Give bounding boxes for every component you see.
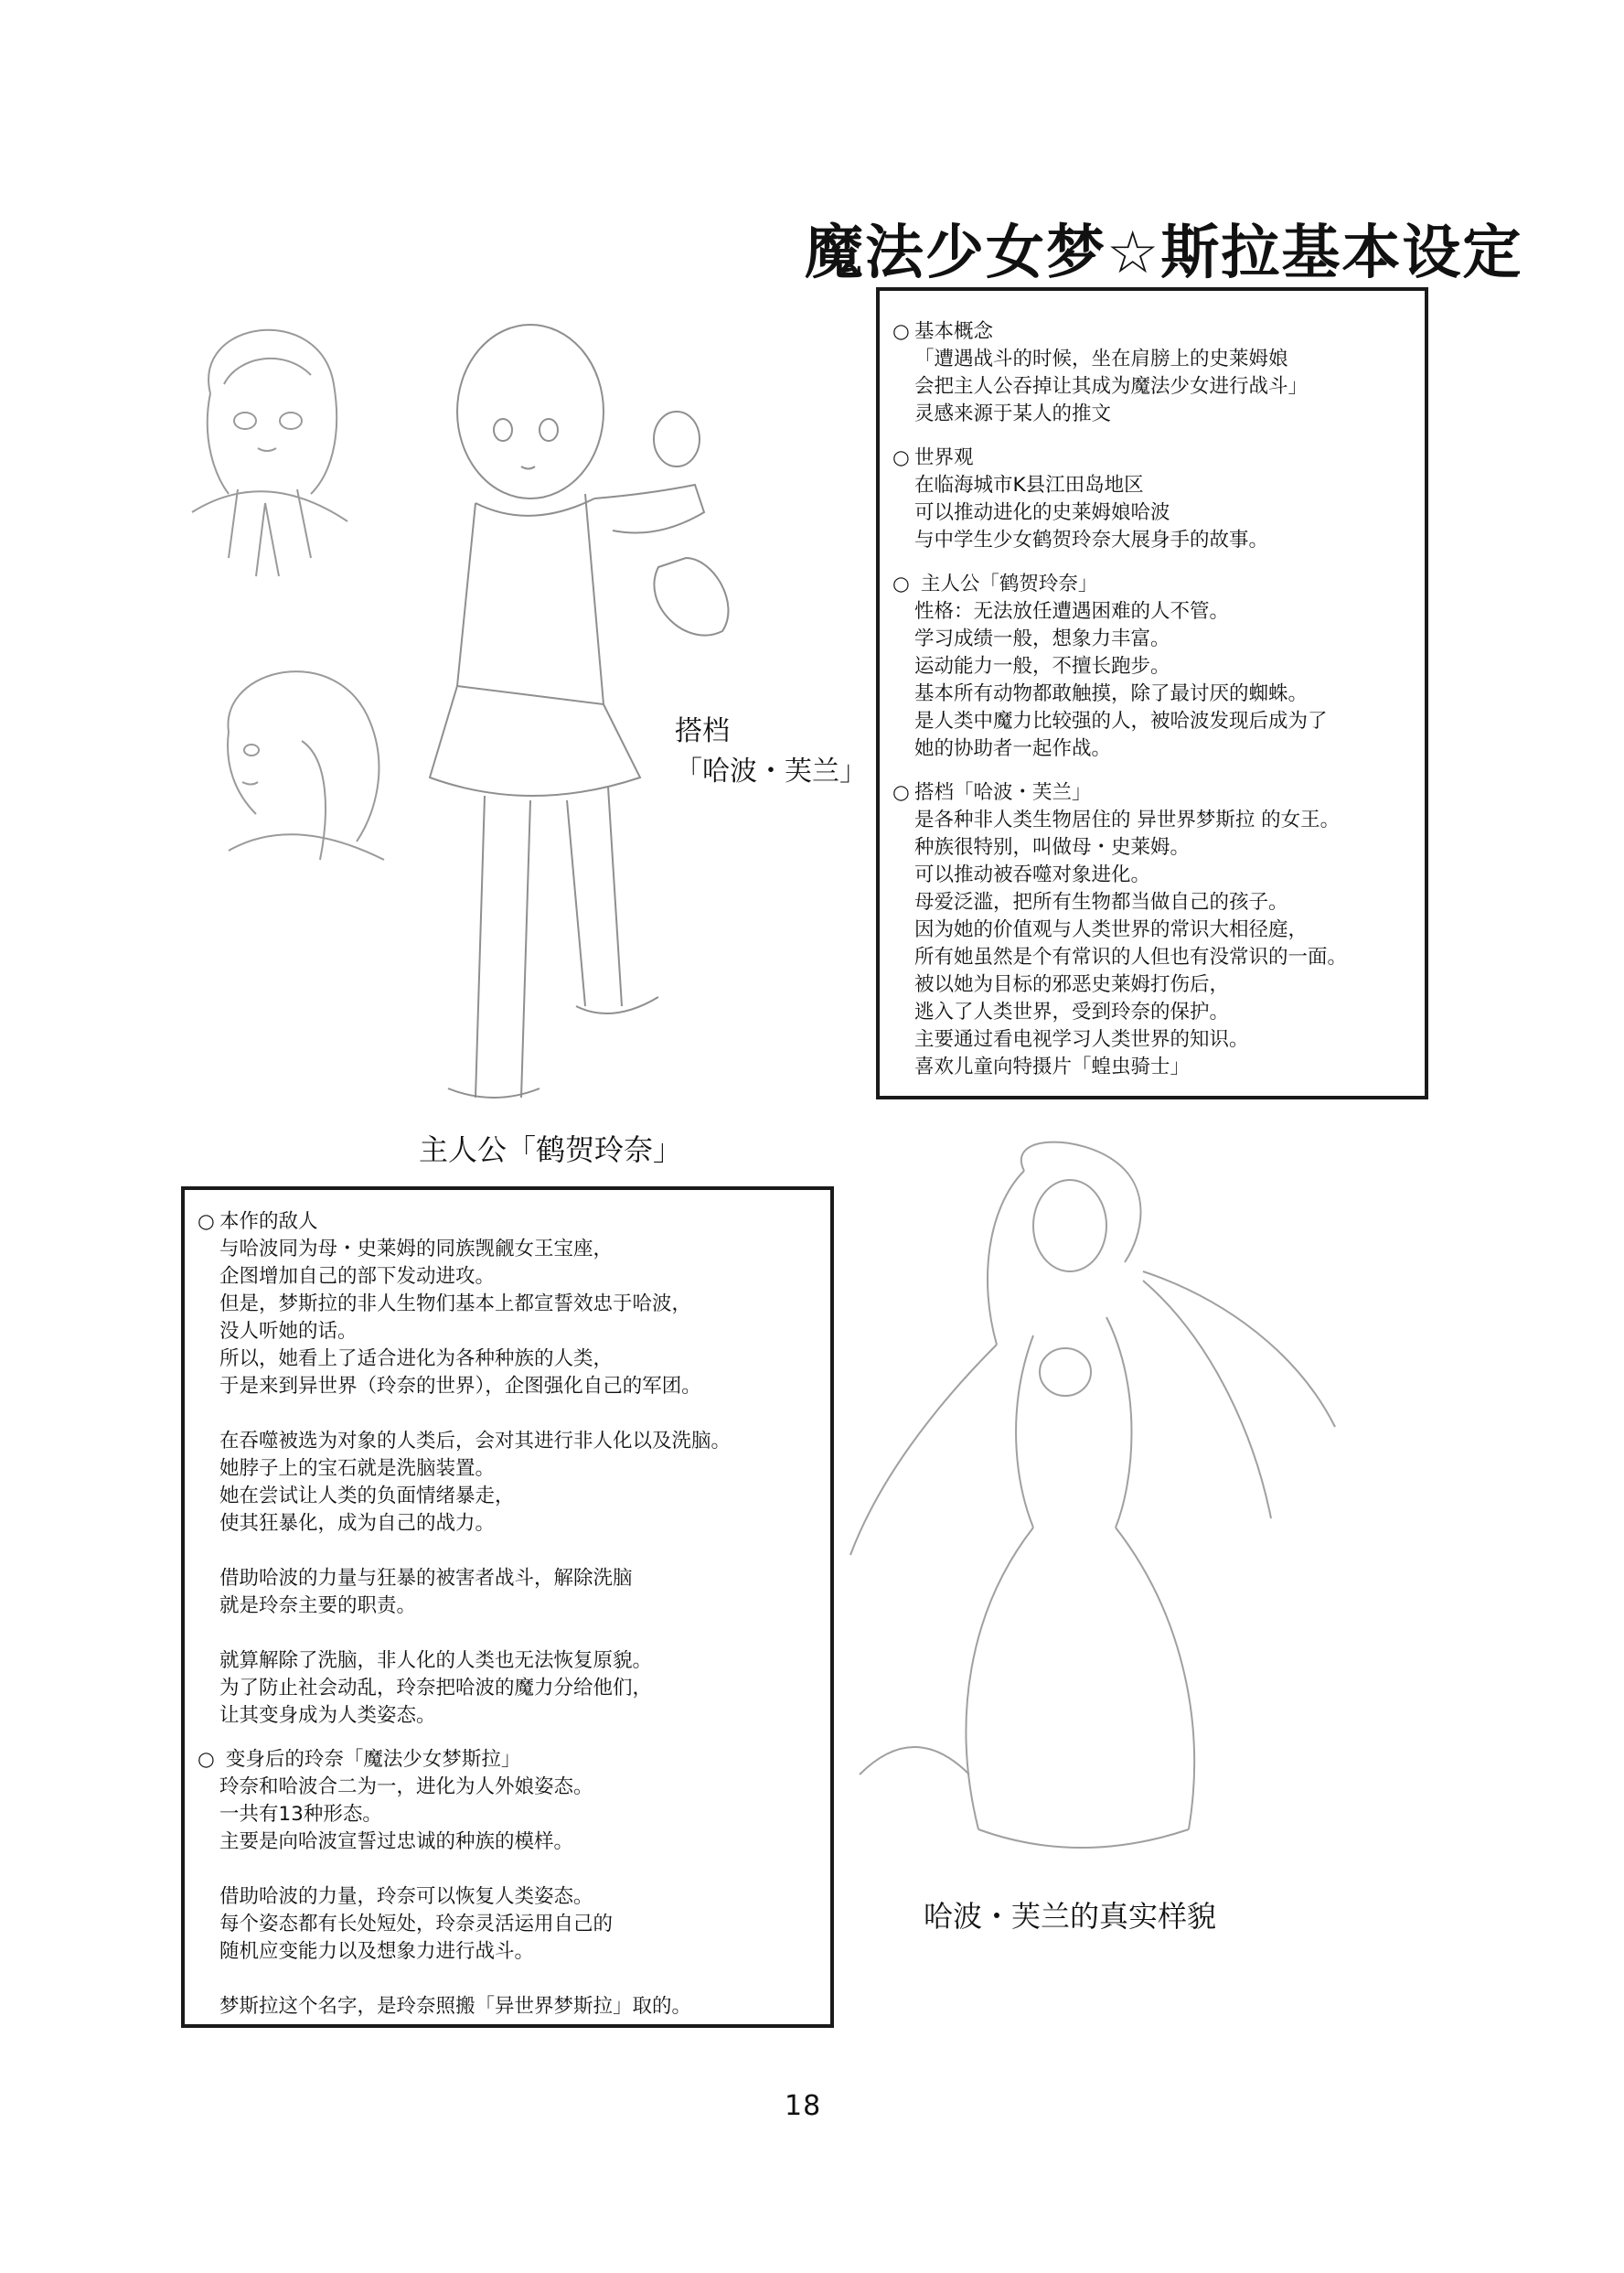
circle-bullet-icon: ○	[892, 573, 910, 595]
caption-partner	[675, 712, 867, 792]
enemy-section-heading	[198, 1208, 830, 1236]
enemy-line: 与哈波同为母・史莱姆的同族觊觎女王宝座，	[219, 1238, 614, 1260]
enemy-line: 于是来到异世界（玲奈的世界），企图强化自己的军团。	[219, 1375, 701, 1398]
enemy-line: 为了防止社会动乱，玲奈把哈波的魔力分给他们，	[219, 1677, 653, 1699]
enemy-section-heading	[198, 1746, 830, 1774]
caption-partner-label: 搭档	[675, 715, 730, 747]
settings-line: 可以推动被吞噬对象进化。	[914, 863, 1151, 886]
settings-line: 灵感来源于某人的推文	[914, 402, 1112, 425]
settings-line: 母爱泛滥，把所有生物都当做自己的孩子。	[914, 891, 1288, 914]
settings-line: 与中学生少女鹤贺玲奈大展身手的故事。	[914, 529, 1269, 552]
sketch-head-front	[174, 284, 357, 585]
enemy-line: 一共有13种形态。	[219, 1803, 382, 1826]
settings-line: 她的协助者一起作战。	[914, 737, 1112, 760]
enemy-section-title: 变身后的玲奈「魔法少女梦斯拉」	[219, 1748, 521, 1771]
caption-protagonist: 主人公「鹤贺玲奈」	[419, 1132, 683, 1167]
enemy-line: 所以，她看上了适合进化为各种种族的人类，	[219, 1347, 614, 1370]
settings-line: 所有她虽然是个有常识的人但也有没常识的一面。	[914, 946, 1348, 969]
settings-section-heading	[892, 318, 1425, 346]
settings-section	[892, 571, 1425, 763]
page-title: 魔法少女梦☆斯拉基本设定	[805, 220, 1523, 287]
enemy-line: 在吞噬被选为对象的人类后，会对其进行非人化以及洗脑。	[219, 1430, 732, 1453]
settings-section	[892, 318, 1425, 428]
caption-partner-name: 「哈波・芙兰」	[675, 756, 867, 788]
settings-section-heading	[892, 779, 1425, 807]
circle-bullet-icon: ○	[198, 1748, 215, 1771]
settings-line: 运动能力一般，不擅长跑步。	[914, 655, 1170, 678]
enemy-section-title: 本作的敌人	[219, 1210, 318, 1233]
settings-line: 主要通过看电视学习人类世界的知识。	[914, 1028, 1249, 1051]
enemy-line: 主要是向哈波宣誓过忠诚的种族的模样。	[219, 1830, 574, 1853]
enemy-line: 每个姿态都有长处短处，玲奈灵活运用自己的	[219, 1913, 614, 1935]
enemy-box	[181, 1186, 834, 2028]
settings-line: 逃入了人类世界，受到玲奈的保护。	[914, 1001, 1230, 1024]
settings-line: 学习成绩一般，想象力丰富。	[914, 627, 1170, 650]
settings-section-heading	[892, 445, 1425, 472]
enemy-line: 随机应变能力以及想象力进行战斗。	[219, 1940, 535, 1963]
settings-section-title: 基本概念	[914, 320, 994, 343]
enemy-line: 让其变身成为人类姿态。	[219, 1704, 436, 1727]
circle-bullet-icon: ○	[892, 446, 910, 469]
settings-line: 喜欢儿童向特摄片「蝗虫骑士」	[914, 1056, 1191, 1078]
settings-line: 会把主人公吞掉让其成为魔法少女进行战斗」	[914, 375, 1309, 398]
enemy-line: 借助哈波的力量，玲奈可以恢复人类姿态。	[219, 1885, 593, 1908]
page-number: 18	[785, 2090, 822, 2122]
settings-line: 被以她为目标的邪恶史莱姆打伤后，	[914, 973, 1230, 996]
sketch-protagonist-full	[411, 302, 741, 1116]
settings-section	[892, 445, 1425, 554]
enemy-line: 借助哈波的力量与狂暴的被害者战斗，解除洗脑	[219, 1567, 633, 1590]
enemy-section	[198, 1746, 830, 2021]
enemy-line: 玲奈和哈波合二为一，进化为人外娘姿态。	[219, 1775, 593, 1798]
settings-line: 是人类中魔力比较强的人，被哈波发现后成为了	[914, 710, 1328, 733]
enemy-line: 企图增加自己的部下发动进攻。	[219, 1265, 496, 1288]
caption-true-form: 哈波・芙兰的真实样貌	[924, 1899, 1217, 1934]
circle-bullet-icon: ○	[892, 781, 910, 804]
settings-section-heading	[892, 571, 1425, 598]
settings-section-title: 搭档「哈波・芙兰」	[914, 781, 1092, 804]
settings-line: 性格：无法放任遭遇困难的人不管。	[914, 600, 1230, 623]
enemy-line: 她在尝试让人类的负面情绪暴走，	[219, 1485, 515, 1507]
settings-line: 因为她的价值观与人类世界的常识大相径庭，	[914, 918, 1309, 941]
circle-bullet-icon: ○	[198, 1210, 215, 1233]
enemy-line: 没人听她的话。	[219, 1320, 358, 1343]
settings-line: 在临海城市K县江田岛地区	[914, 474, 1144, 497]
settings-line: 是各种非人类生物居住的 异世界梦斯拉 的女王。	[914, 809, 1341, 831]
settings-line: 可以推动进化的史莱姆娘哈波	[914, 501, 1170, 524]
settings-box	[876, 287, 1428, 1099]
settings-line: 种族很特别，叫做母・史莱姆。	[914, 836, 1191, 859]
enemy-line: 使其狂暴化，成为自己的战力。	[219, 1512, 496, 1535]
sketch-true-form	[841, 1134, 1353, 1866]
sketch-head-profile	[210, 631, 393, 869]
enemy-line: 但是，梦斯拉的非人生物们基本上都宣誓效忠于哈波，	[219, 1292, 692, 1315]
enemy-line: 梦斯拉这个名字，是玲奈照搬「异世界梦斯拉」取的。	[219, 1995, 692, 2018]
circle-bullet-icon: ○	[892, 320, 910, 343]
enemy-line: 就算解除了洗脑，非人化的人类也无法恢复原貌。	[219, 1649, 653, 1672]
enemy-line: 就是玲奈主要的职责。	[219, 1594, 417, 1617]
enemy-line: 她脖子上的宝石就是洗脑装置。	[219, 1457, 496, 1480]
settings-section-title: 世界观	[914, 446, 974, 469]
settings-section-title: 主人公「鹤贺玲奈」	[914, 573, 1098, 595]
settings-line: 基本所有动物都敢触摸，除了最讨厌的蜘蛛。	[914, 682, 1309, 705]
settings-line: 「遭遇战斗的时候，坐在肩膀上的史莱姆娘	[914, 348, 1288, 370]
enemy-section	[198, 1208, 830, 1730]
settings-section	[892, 779, 1425, 1081]
